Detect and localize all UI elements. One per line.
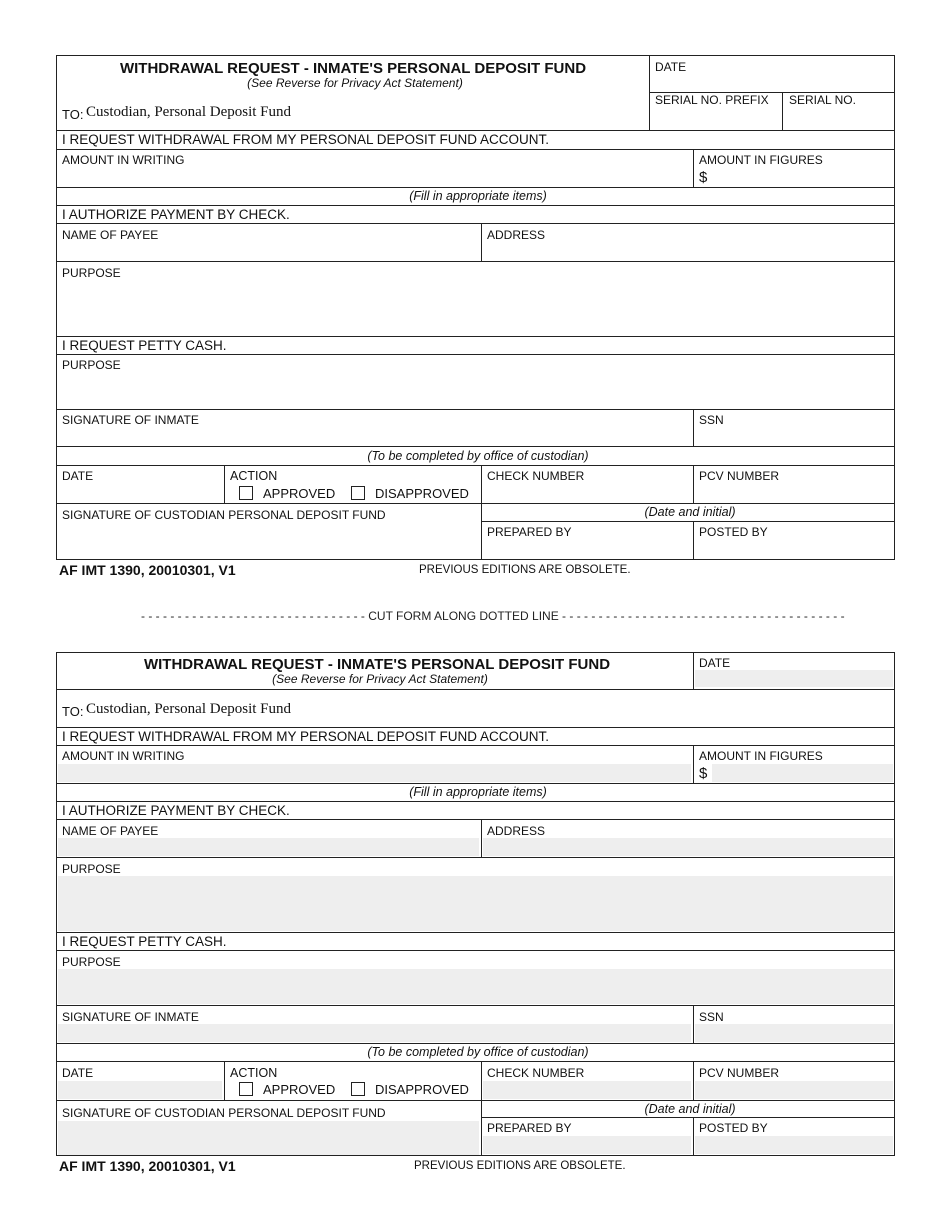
form-title: WITHDRAWAL REQUEST - INMATE'S PERSONAL DEPOSIT FUND: [119, 60, 587, 77]
address-label: ADDRESS: [487, 228, 546, 242]
pcv-number-label: PCV NUMBER: [699, 469, 780, 483]
ssn-label: SSN: [699, 1010, 724, 1024]
to-value: Custodian, Personal Deposit Fund: [86, 701, 291, 717]
signature-custodian-label: SIGNATURE OF CUSTODIAN PERSONAL DEPOSIT FUND: [62, 508, 386, 522]
signature-inmate-label: SIGNATURE OF INMATE: [62, 1010, 199, 1024]
obsolete-note: PREVIOUS EDITIONS ARE OBSOLETE.: [414, 1160, 626, 1172]
ssn-field[interactable]: [695, 1024, 893, 1042]
to-label: TO:: [62, 107, 84, 122]
disapproved-label: DISAPPROVED: [375, 1082, 469, 1097]
custodian-note: (To be completed by office of custodian): [367, 449, 589, 463]
date-field[interactable]: [695, 670, 893, 687]
petty-cash-purpose-label: PURPOSE: [62, 955, 121, 969]
signature-custodian-field[interactable]: [58, 524, 479, 558]
petty-cash-purpose-field[interactable]: [58, 373, 893, 408]
signature-custodian-label: SIGNATURE OF CUSTODIAN PERSONAL DEPOSIT FUND: [62, 1106, 386, 1120]
petty-cash-purpose-label: PURPOSE: [62, 358, 121, 372]
check-purpose-field[interactable]: [58, 281, 893, 335]
action-label: ACTION: [230, 1066, 278, 1080]
serial-no-label: SERIAL NO.: [789, 93, 856, 107]
form-subtitle: (See Reverse for Privacy Act Statement): [247, 76, 463, 90]
date-label: DATE: [699, 656, 731, 670]
date-label: DATE: [655, 60, 687, 74]
check-number-label: CHECK NUMBER: [487, 469, 585, 483]
petty-cash-purpose-field[interactable]: [58, 969, 893, 1004]
petty-cash-statement: I REQUEST PETTY CASH.: [62, 934, 227, 949]
custodian-date-label: DATE: [62, 469, 94, 483]
check-number-field[interactable]: [483, 484, 691, 502]
date-initial-note: (Date and initial): [644, 1102, 736, 1116]
disapproved-checkbox[interactable]: [351, 486, 365, 500]
payee-field[interactable]: [58, 838, 479, 856]
dollar-sign: $: [699, 169, 708, 186]
amount-writing-label: AMOUNT IN WRITING: [62, 749, 185, 763]
disapproved-label: DISAPPROVED: [375, 486, 469, 501]
serial-prefix-field[interactable]: [651, 108, 781, 128]
signature-inmate-label: SIGNATURE OF INMATE: [62, 413, 199, 427]
prepared-by-label: PREPARED BY: [487, 1121, 572, 1135]
form-id: AF IMT 1390, 20010301, V1: [59, 1158, 236, 1174]
check-purpose-label: PURPOSE: [62, 862, 121, 876]
serial-prefix-label: SERIAL NO. PREFIX: [655, 93, 769, 107]
amount-figures-field[interactable]: [712, 764, 893, 782]
prepared-by-label: PREPARED BY: [487, 525, 572, 539]
check-number-label: CHECK NUMBER: [487, 1066, 585, 1080]
posted-by-label: POSTED BY: [699, 525, 768, 539]
posted-by-label: POSTED BY: [699, 1121, 768, 1135]
pcv-number-field[interactable]: [695, 484, 893, 502]
pcv-number-field[interactable]: [695, 1081, 893, 1099]
custodian-date-field[interactable]: [58, 1081, 222, 1099]
signature-inmate-field[interactable]: [58, 428, 691, 445]
approved-checkbox[interactable]: [239, 1082, 253, 1096]
date-field[interactable]: [651, 74, 893, 91]
to-label: TO:: [62, 704, 84, 719]
obsolete-note: PREVIOUS EDITIONS ARE OBSOLETE.: [419, 564, 631, 576]
address-label: ADDRESS: [487, 824, 546, 838]
request-withdrawal-statement: I REQUEST WITHDRAWAL FROM MY PERSONAL DEPOSIT FUND ACCOUNT.: [62, 132, 550, 147]
disapproved-checkbox[interactable]: [351, 1082, 365, 1096]
approved-label: APPROVED: [263, 486, 336, 501]
fill-note: (Fill in appropriate items): [409, 189, 547, 203]
check-purpose-label: PURPOSE: [62, 266, 121, 280]
approved-checkbox[interactable]: [239, 486, 253, 500]
amount-figures-label: AMOUNT IN FIGURES: [699, 153, 823, 167]
amount-writing-field[interactable]: [58, 764, 691, 782]
to-value: Custodian, Personal Deposit Fund: [86, 104, 291, 120]
authorize-check-statement: I AUTHORIZE PAYMENT BY CHECK.: [62, 207, 290, 222]
ssn-field[interactable]: [695, 428, 893, 445]
prepared-by-field[interactable]: [483, 540, 691, 558]
posted-by-field[interactable]: [695, 540, 893, 558]
fill-note: (Fill in appropriate items): [409, 785, 547, 799]
amount-writing-label: AMOUNT IN WRITING: [62, 153, 185, 167]
payee-label: NAME OF PAYEE: [62, 228, 159, 242]
serial-no-field[interactable]: [784, 108, 893, 128]
pcv-number-label: PCV NUMBER: [699, 1066, 780, 1080]
form-subtitle: (See Reverse for Privacy Act Statement): [272, 672, 488, 686]
form-title: WITHDRAWAL REQUEST - INMATE'S PERSONAL DEPOSIT FUND: [143, 656, 611, 673]
check-number-field[interactable]: [483, 1081, 691, 1099]
signature-inmate-field[interactable]: [58, 1024, 691, 1042]
check-purpose-field[interactable]: [58, 876, 893, 931]
amount-writing-field[interactable]: [58, 168, 691, 186]
approved-label: APPROVED: [263, 1082, 336, 1097]
authorize-check-statement: I AUTHORIZE PAYMENT BY CHECK.: [62, 803, 290, 818]
custodian-note: (To be completed by office of custodian): [367, 1045, 589, 1059]
payee-field[interactable]: [58, 242, 479, 260]
cut-line: - - - - - - - - - - - - - - - - - - - - - - - - - - - - - - - CUT FORM ALONG DOTTED LINE - - - - - - - - - - - - - - - - - - - - - - - - - - - - - - - - - - - - - - -: [141, 609, 845, 623]
form-id: AF IMT 1390, 20010301, V1: [59, 562, 236, 578]
address-field[interactable]: [483, 838, 893, 856]
address-field[interactable]: [483, 242, 893, 260]
custodian-date-field[interactable]: [58, 484, 222, 502]
posted-by-field[interactable]: [695, 1136, 893, 1154]
amount-figures-field[interactable]: [712, 168, 893, 186]
request-withdrawal-statement: I REQUEST WITHDRAWAL FROM MY PERSONAL DEPOSIT FUND ACCOUNT.: [62, 729, 550, 744]
petty-cash-statement: I REQUEST PETTY CASH.: [62, 338, 227, 353]
prepared-by-field[interactable]: [483, 1136, 691, 1154]
ssn-label: SSN: [699, 413, 724, 427]
custodian-date-label: DATE: [62, 1066, 94, 1080]
date-initial-note: (Date and initial): [644, 505, 736, 519]
signature-custodian-field[interactable]: [58, 1121, 479, 1155]
action-label: ACTION: [230, 469, 278, 483]
payee-label: NAME OF PAYEE: [62, 824, 159, 838]
amount-figures-label: AMOUNT IN FIGURES: [699, 749, 823, 763]
dollar-sign: $: [699, 765, 708, 782]
